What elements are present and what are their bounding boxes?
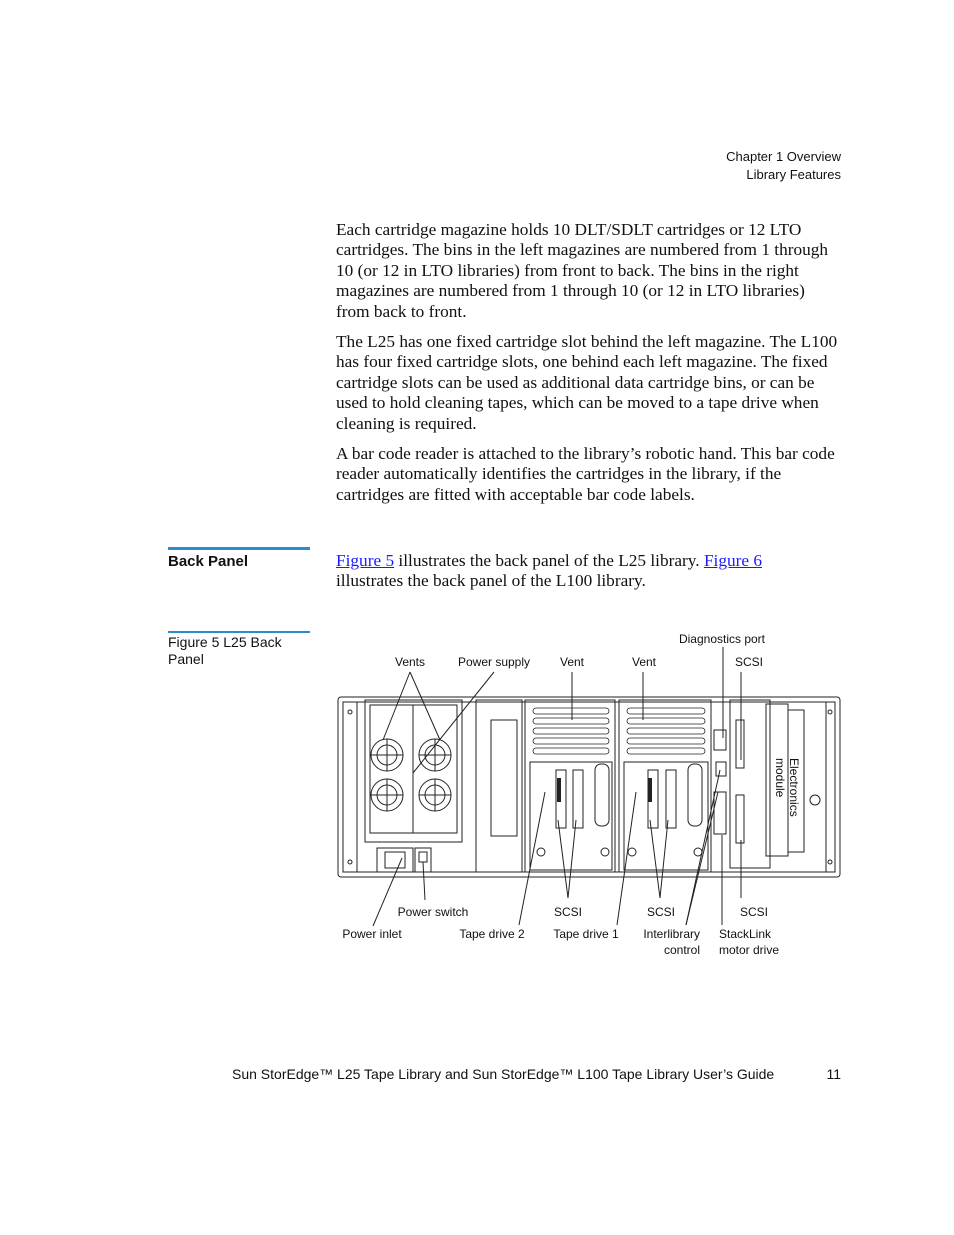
- label-electronics: Electronics: [787, 758, 801, 817]
- back-panel-diagram: [330, 625, 850, 965]
- label-vents: Vents: [394, 655, 426, 669]
- figure-caption: [168, 634, 308, 668]
- section-rule: [168, 547, 310, 550]
- label-stacklink: StackLink: [719, 927, 772, 941]
- label-power-inlet: Power inlet: [342, 927, 402, 941]
- figure-6-link[interactable]: Figure 6: [703, 551, 763, 570]
- label-electronics-module: module: [773, 758, 787, 798]
- label-scsi-bottom-3: SCSI: [739, 905, 769, 919]
- label-tape-drive-2: Tape drive 2: [459, 927, 525, 941]
- paragraph-magazines: Each cartridge magazine holds 10 DLT/SDLT cartridges or 12 LTO cartridges. The bins in the left magazines are numbered from 1 through 10 (or 12 in LTO libraries) from front to back. The bins in the right magazines are numbered from 1 through 10 (or 12 in LTO libraries) from back to front.: [336, 220, 829, 321]
- label-vent-1: Vent: [559, 655, 585, 669]
- running-header-chapter: Chapter 1 Overview: [726, 149, 841, 164]
- figure-caption-line-1: Figure 5 L25 Back: [168, 634, 282, 650]
- label-scsi-top: SCSI: [734, 655, 764, 669]
- paragraph-bar-code: A bar code reader is attached to the library’s robotic hand. This bar code reader automatically identifies the cartridges in the library, if the cartridges are fitted with acceptable bar code labels.: [336, 444, 835, 504]
- caption-rule: [168, 631, 310, 633]
- figure-caption-line-2: Panel: [168, 651, 204, 667]
- label-tape-drive-1: Tape drive 1: [553, 927, 619, 941]
- label-power-switch: Power switch: [397, 905, 469, 919]
- label-diagnostics-port: Diagnostics port: [678, 632, 766, 646]
- label-interlibrary: Interlibrary: [643, 927, 700, 941]
- footer-title: Sun StorEdge™ L25 Tape Library and Sun StorEdge™ L100 Tape Library User’s Guide: [232, 1066, 775, 1082]
- label-scsi-bottom-1: SCSI: [553, 905, 583, 919]
- label-interlibrary-control: control: [663, 943, 700, 957]
- paragraph-fixed-slots: The L25 has one fixed cartridge slot behind the left magazine. The L100 has four fixed cartridge slots, one behind each left magazine. The fixed cartridge slots can be used as additional data cartridge bins, or can be used to hold cleaning tapes, which can be moved to a tape drive when cleaning is required.: [336, 332, 838, 433]
- figure-5-link[interactable]: Figure 5: [336, 551, 395, 570]
- running-header-section: Library Features: [746, 167, 841, 182]
- back-panel-text-2: illustrates the back panel of the L100 library.: [336, 571, 646, 591]
- page-number: 11: [826, 1066, 841, 1082]
- label-stacklink-motor-drive: motor drive: [719, 943, 780, 957]
- label-power-supply: Power supply: [457, 655, 531, 669]
- label-vent-2: Vent: [631, 655, 657, 669]
- label-scsi-bottom-2: SCSI: [646, 905, 676, 919]
- paragraph-back-panel: [336, 551, 841, 592]
- section-heading: Back Panel: [168, 553, 249, 570]
- back-panel-text-1: illustrates the back panel of the L25 library.: [394, 551, 704, 570]
